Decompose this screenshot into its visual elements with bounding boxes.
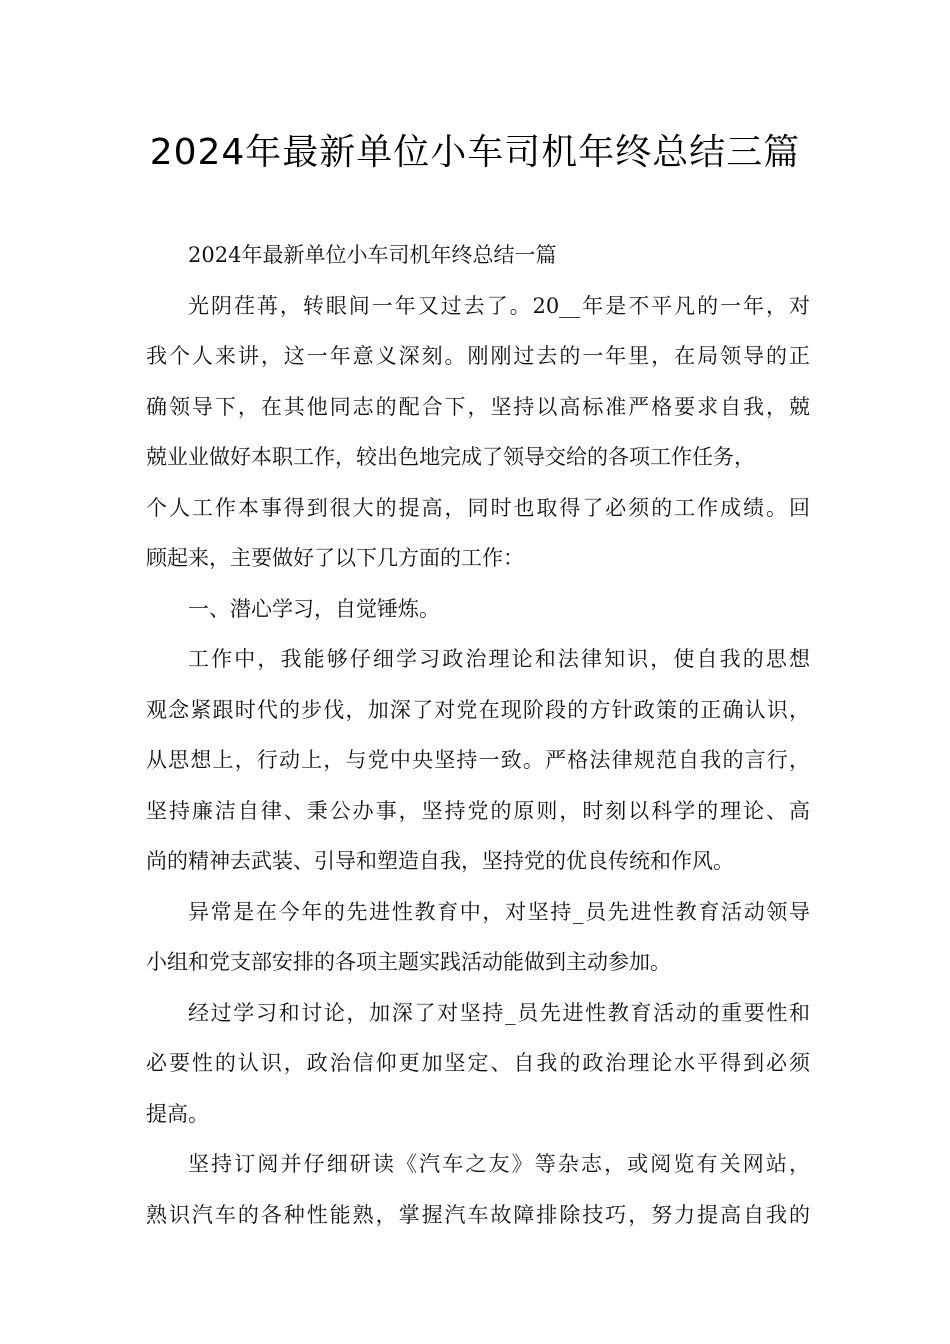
section-heading: 2024年最新单位小车司机年终总结一篇 [188, 243, 557, 267]
paragraph-line: 从思想上，行动上，与党中央坚持一致。严格法律规范自我的言行， [146, 748, 810, 772]
paragraph-line: 兢业业做好本职工作，较出色地完成了领导交给的各项工作任务， [146, 445, 755, 469]
document-title: 2024年最新单位小车司机年终总结三篇 [149, 132, 801, 173]
document-body [146, 230, 810, 1240]
paragraph-line: 必要性的认识，政治信仰更加坚定、自我的政治理论水平得到必须 [146, 1051, 810, 1075]
paragraph-line: 熟识汽车的各种性能熟，掌握汽车故障排除技巧，努力提高自我的 [146, 1202, 810, 1227]
paragraph-line: 光阴荏苒，转眼间一年又过去了。20__年是不平凡的一年，对 [188, 293, 810, 318]
paragraph-line: 工作中，我能够仔细学习政治理论和法律知识，使自我的思想 [188, 647, 810, 671]
paragraph-line: 我个人来讲，这一年意义深刻。刚刚过去的一年里，在局领导的正 [146, 344, 810, 368]
paragraph-line: 确领导下，在其他同志的配合下，坚持以高标准严格要求自我，兢 [146, 394, 810, 419]
paragraph-line: 尚的精神去武装、引导和塑造自我，坚持党的优良传统和作风。 [146, 849, 734, 873]
paragraph-line: 顾起来，主要做好了以下几方面的工作： [146, 546, 524, 570]
paragraph-line: 坚持廉洁自律、秉公办事，坚持党的原则，时刻以科学的理论、高 [146, 798, 810, 823]
paragraph-line: 个人工作本事得到很大的提高，同时也取得了必须的工作成绩。回 [146, 495, 810, 520]
paragraph-line: 小组和党支部安排的各项主题实践活动能做到主动参加。 [146, 950, 671, 974]
paragraph-line: 观念紧跟时代的步伐，加深了对党在现阶段的方针政策的正确认识， [146, 697, 810, 722]
subheading: 一、潜心学习，自觉锤炼。 [188, 596, 440, 621]
paragraph-line: 经过学习和讨论，加深了对坚持_员先进性教育活动的重要性和 [188, 1000, 810, 1025]
paragraph-line: 坚持订阅并仔细研读《汽车之友》等杂志，或阅览有关网站， [188, 1152, 810, 1176]
paragraph-line: 提高。 [146, 1101, 209, 1126]
paragraph-line: 异常是在今年的先进性教育中，对坚持_员先进性教育活动领导 [188, 899, 810, 924]
